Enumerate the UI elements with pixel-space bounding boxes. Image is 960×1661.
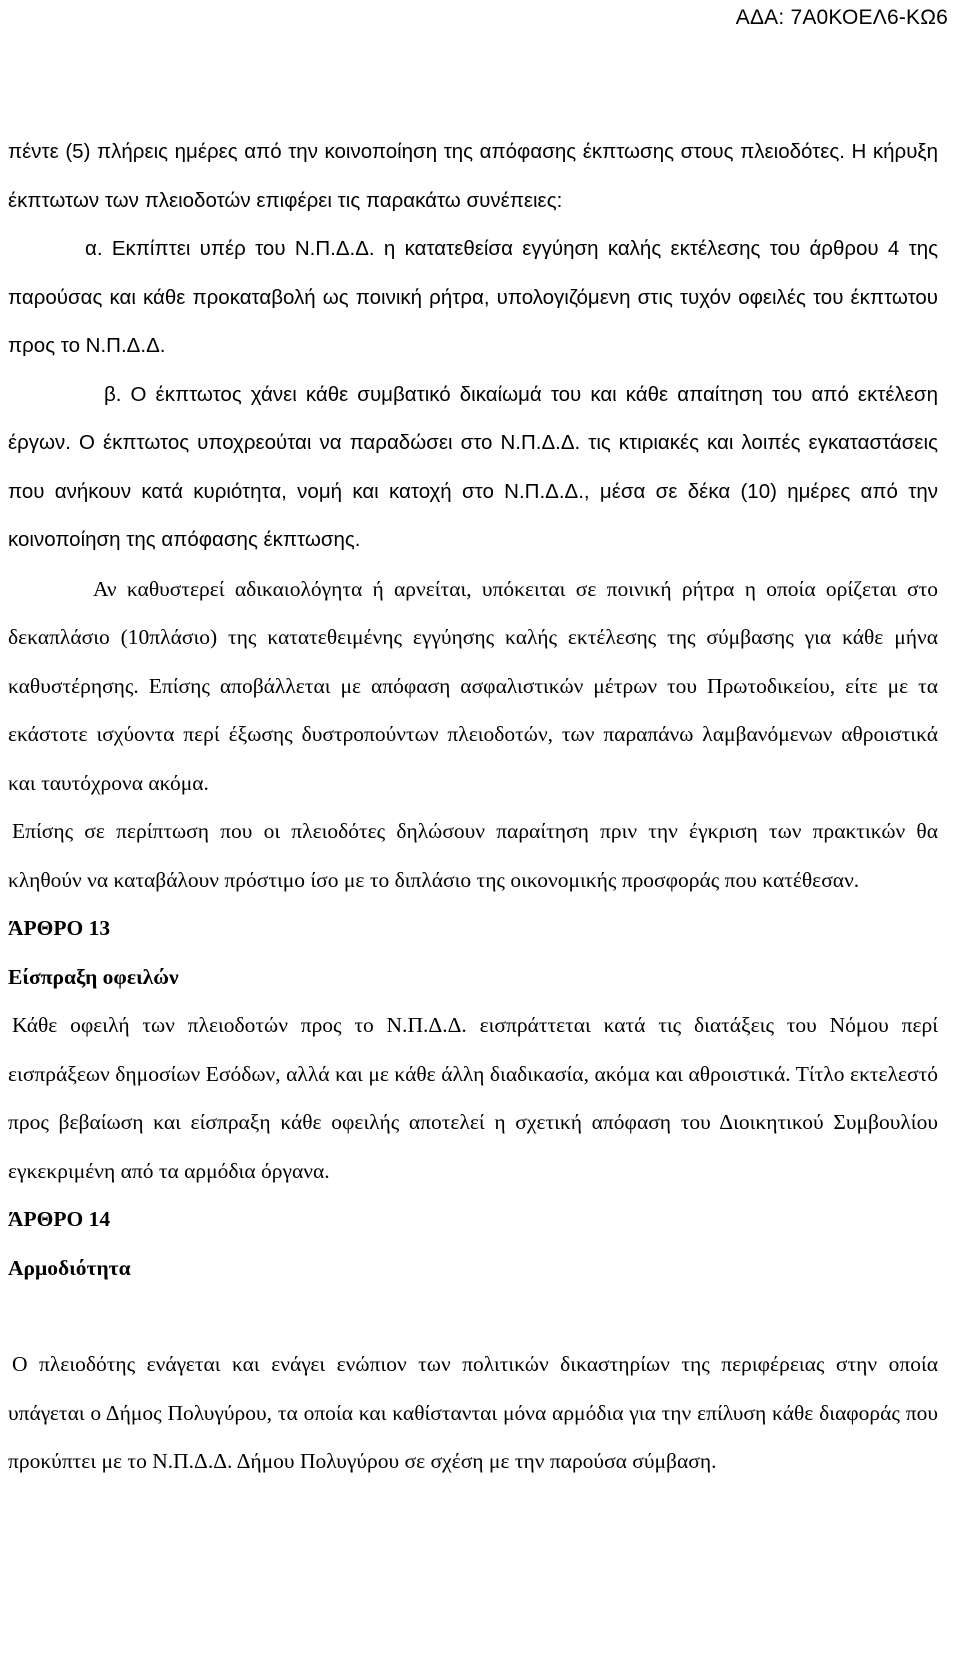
article-14-number: ΆΡΘΡΟ 14	[8, 1207, 111, 1231]
paragraph-consequence-a: α. Εκπίπτει υπέρ του Ν.Π.Δ.Δ. η κατατεθείσα εγγύηση καλής εκτέλεσης του άρθρου 4 της παρούσας και κάθε προκαταβολή ως ποινική ρήτρα, υπολογιζόμενη στις τυχόν οφειλές του έκπτωτου προς το Ν.Π.Δ.Δ.	[8, 237, 938, 357]
ada-code: ΑΔΑ: 7Α0ΚΟΕΛ6-ΚΩ6	[735, 6, 948, 29]
article-13-text: Κάθε οφειλή των πλειοδοτών προς το Ν.Π.Δ.Δ. εισπράττεται κατά τις διατάξεις του Νόμου περί εισπράξεων δημοσίων Εσόδων, αλλά και με κάθε άλλη διαδικασία, ακόμα και αθροιστικά. Τίτλο εκτελεστό προς βεβαίωση και είσπραξη κάθε οφειλής αποτελεί η σχετική απόφαση του Διοικητικού Συμβουλίου εγκεκριμένη από τα αρμόδια όργανα.	[8, 1013, 938, 1183]
section-gap	[8, 1292, 938, 1340]
article-13-title: Είσπραξη οφειλών	[8, 964, 179, 989]
document-body	[8, 128, 938, 1486]
article-14-text: Ο πλειοδότης ενάγεται και ενάγει ενώπιον των πολιτικών δικαστηρίων της περιφέρειας στην οποία υπάγεται ο Δήμος Πολυγύρου, τα οποία και καθίστανται μόνα αρμόδια για την επίλυση κάθε διαφοράς που προκύπτει με το Ν.Π.Δ.Δ. Δήμου Πολυγύρου σε σχέση με την παρούσα σύμβαση.	[8, 1352, 938, 1473]
article-14-title: Αρμοδιότητα	[8, 1255, 131, 1280]
paragraph-penalty: Αν καθυστερεί αδικαιολόγητα ή αρνείται, υπόκειται σε ποινική ρήτρα η οποία ορίζεται στο δεκαπλάσιο (10πλάσιο) της κατατεθειμένης εγγύησης καλής εκτέλεσης της σύμβασης για κάθε μήνα καθυστέρησης. Επίσης αποβάλλεται με απόφαση ασφαλιστικών μέτρων του Πρωτοδικείου, είτε με τα εκάστοτε ισχύοντα περί έξωσης δυστροπούντων πλειοδοτών, των παραπάνω λαμβανόμενων αθροιστικά και ταυτόχρονα ακόμα.	[8, 576, 938, 795]
paragraph-withdrawal: Επίσης σε περίπτωση που οι πλειοδότες δηλώσουν παραίτηση πριν την έγκριση των πρακτικών θα κληθούν να καταβάλουν πρόστιμο ίσο με το διπλάσιο της οικονομικής προσφοράς που κατέθεσαν.	[8, 819, 938, 892]
paragraph-consequence-b: β. Ο έκπτωτος χάνει κάθε συμβατικό δικαίωμά του και κάθε απαίτηση του από εκτέλεση έργων. Ο έκπτωτος υποχρεούται να παραδώσει στο Ν.Π.Δ.Δ. τις κτιριακές και λοιπές εγκαταστάσεις που ανήκουν κατά κυριότητα, νομή και κατοχή στο Ν.Π.Δ.Δ., μέσα σε δέκα (10) ημέρες από την κοινοποίηση της απόφασης έκπτωσης.	[8, 382, 938, 551]
article-13-number: ΆΡΘΡΟ 13	[8, 916, 111, 940]
paragraph-intro: πέντε (5) πλήρεις ημέρες από την κοινοποίηση της απόφασης έκπτωσης στους πλειοδότες. Η κήρυξη έκπτωτων των πλειοδοτών επιφέρει τις παρακάτω συνέπειες:	[8, 140, 938, 212]
